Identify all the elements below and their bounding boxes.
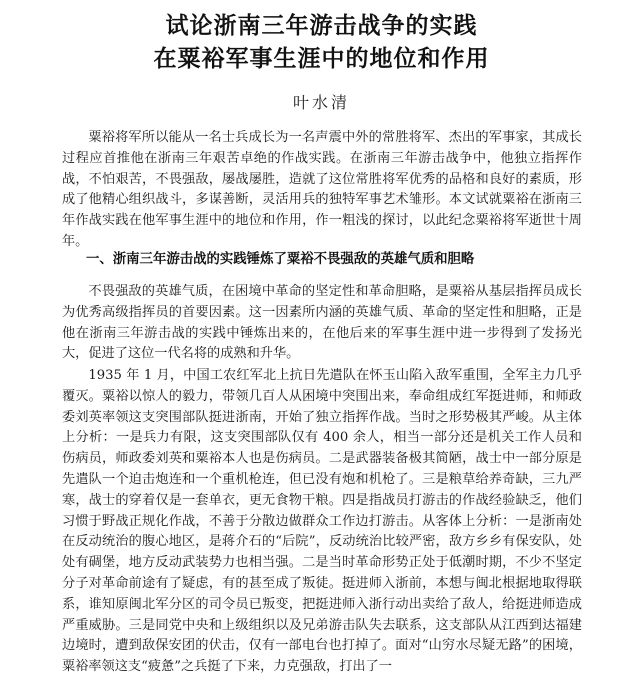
body-paragraph-1: 不畏强敌的英雄气质，在困境中革命的坚定性和革命胆略，是粟裕从基层指挥员成长为优秀高级指挥员的首要因素。这一因素所内涵的英雄气质、革命的坚定性和胆略，正是他在浙南三年游击战的实践中锤炼出来的，在他后来的军事生涯中进一步得到了发扬光大，促进了这位一代名将的成熟和升华。 (62, 284, 582, 362)
abstract-paragraph: 粟裕将军所以能从一名士兵成长为一名声震中外的常胜将军、杰出的军事家，其成长过程应首推他在浙南三年艰苦卓绝的作战实践。在浙南三年游击战争中，他独立指挥作战，不怕艰苦，不畏强敌，屡战屡胜，造就了这位常胜将军优秀的品格和良好的素质，形成了他精心组织战斗，多谋善断，灵活用兵的独特军事艺术雏形。本文试就粟裕在浙南三年作战实践在他军事生涯中的地位和作用，作一粗浅的探讨，以此纪念粟裕将军逝世十周年。 (62, 130, 582, 249)
article-title-line-1: 试论浙南三年游击战争的实践 (165, 13, 478, 39)
section-heading: 一、浙南三年游击战的实践锤炼了粟裕不畏强敌的英雄气质和胆略 (86, 252, 475, 267)
article-title-line-2: 在粟裕军事生涯中的地位和作用 (153, 46, 490, 72)
body-paragraph-2: 1935 年 1 月，中国工农红军北上抗日先遣队在怀玉山陷入敌军重围，全军主力几乎覆灭。粟裕以惊人的毅力，带领几百人从困境中突围出来，奉命组成红军挺进师，和师政委刘英率领这支突围部队挺进浙南，开始了独立指挥作战。当时之形势极其严峻。从主体上分析：一是兵力有限，这支突围部队仅有 400 余人，相当一部分还是机关工作人员和伤病员，师政委刘英和粟裕本人也是伤病员。二是武器装备极其简陋，战士中一部分原是先遣队一个迫击炮连和一个重机枪连，但已没有炮和机枪了。三是粮草给养奇缺，三九严寒，战士的穿着仅是一套单衣，更无食物干粮。四是指战员打游击的作战经验缺乏，他们习惯于野战正规化作战，不善于分散边做群众工作边打游击。从客体上分析：一是浙南处在反动统治的腹心地区，是蒋介石的“后院”，反动统治比较严密，敌方乡乡有保安队，处处有碉堡，地方反动武装势力也相当强。二是当时革命形势正处于低潮时期，不少不坚定分子对革命前途有了疑虑，有的甚至成了叛徒。挺进师入浙前，本想与闽北根据地取得联系，谁知原闽北军分区的司令员已叛变，把挺进师入浙行动出卖给了敌人，给挺进师造成严重威胁。三是同党中央和上级组织以及兄弟游击队失去联系，这支部队从江西到达福建边境时，遭到敌保安团的伏击，仅有一部电台也打掉了。面对“山穷水尽疑无路”的困境，粟裕率领这支“疲惫”之兵挺了下来，力克强敌，打出了一 (62, 368, 582, 675)
author-name: 叶水清 (292, 93, 350, 112)
